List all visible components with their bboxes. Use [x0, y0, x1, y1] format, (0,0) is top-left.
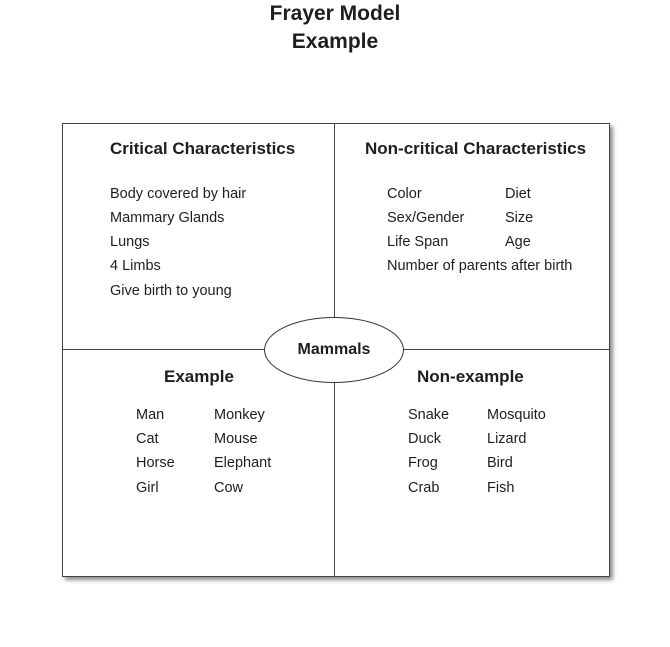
noncritical-heading: Non-critical Characteristics	[365, 139, 587, 158]
noncritical-item: Size	[505, 210, 534, 226]
critical-item: 4 Limbs	[110, 258, 161, 274]
nonexample-item: Duck	[408, 431, 442, 447]
example-item: Elephant	[214, 455, 272, 471]
noncritical-item: Number of parents after birth	[387, 258, 573, 274]
title-line-1: Frayer Model	[269, 2, 401, 25]
critical-item: Mammary Glands	[110, 210, 225, 226]
example-item: Mouse	[214, 431, 258, 447]
example-heading: Example	[164, 367, 234, 386]
noncritical-item: Sex/Gender	[387, 210, 465, 226]
noncritical-item: Diet	[505, 186, 531, 202]
nonexample-item: Frog	[408, 455, 438, 471]
nonexample-heading: Non-example	[417, 367, 524, 386]
nonexample-item: Lizard	[487, 431, 527, 447]
nonexample-item: Mosquito	[487, 407, 546, 423]
critical-heading: Critical Characteristics	[110, 139, 296, 158]
example-item: Cow	[214, 480, 244, 496]
example-item: Horse	[136, 455, 175, 471]
noncritical-item: Life Span	[387, 234, 449, 250]
noncritical-item: Age	[505, 234, 531, 250]
example-item: Girl	[136, 480, 159, 496]
example-item: Monkey	[214, 407, 265, 423]
nonexample-item: Fish	[487, 480, 515, 496]
example-item: Man	[136, 407, 165, 423]
nonexample-item: Bird	[487, 455, 513, 471]
example-item: Cat	[136, 431, 159, 447]
nonexample-item: Crab	[408, 480, 440, 496]
critical-item: Give birth to young	[110, 283, 232, 299]
noncritical-item: Color	[387, 186, 422, 202]
critical-item: Body covered by hair	[110, 186, 247, 202]
title-line-2: Example	[291, 30, 379, 53]
nonexample-item: Snake	[408, 407, 450, 423]
center-label: Mammals	[297, 341, 371, 358]
critical-item: Lungs	[110, 234, 150, 250]
